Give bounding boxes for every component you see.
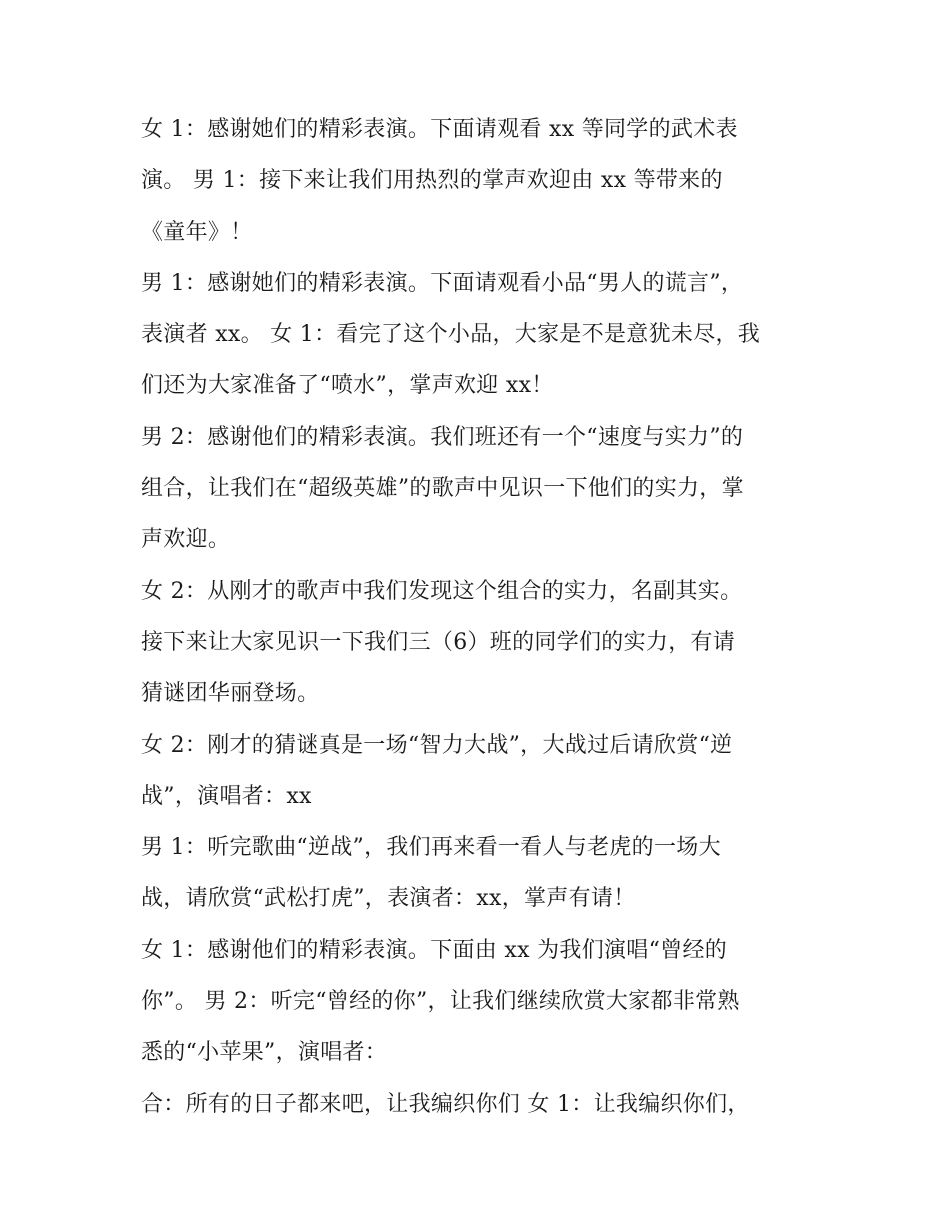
text-line: 组合，让我们在“超级英雄”的歌声中见识一下他们的实力，掌 (141, 476, 744, 502)
text-line: 猜谜团华丽登场。 (141, 681, 320, 707)
text-line: 接下来让大家见识一下我们三（6）班的同学们的实力，有请 (141, 629, 736, 655)
text-line: 男 1：感谢她们的精彩表演。下面请观看小品“男人的谎言”， (141, 270, 744, 296)
text-line: 合：所有的日子都来吧，让我编织你们 女 1：让我编织你们， (141, 1091, 750, 1117)
text-line: 女 1：感谢他们的精彩表演。下面由 xx 为我们演唱“曾经的 (141, 937, 728, 963)
text-line: 你”。 男 2：听完“曾经的你”，让我们继续欣赏大家都非常熟 (141, 989, 740, 1015)
document-body (141, 104, 821, 1130)
text-line: 声欢迎。 (141, 527, 231, 553)
text-line: 女 2：刚才的猜谜真是一场“智力大战”，大战过后请欣赏“逆 (141, 732, 733, 758)
text-line: 们还为大家准备了“喷水”，掌声欢迎 xx！ (141, 373, 554, 399)
text-line: 演。 男 1：接下来让我们用热烈的掌声欢迎由 xx 等带来的 (141, 168, 723, 194)
text-line: 战，请欣赏“武松打虎”，表演者：xx，掌声有请！ (141, 886, 636, 912)
text-line: 男 1：听完歌曲“逆战”，我们再来看一看人与老虎的一场大 (141, 835, 721, 861)
text-line: 男 2：感谢他们的精彩表演。我们班还有一个“速度与实力”的 (141, 424, 744, 450)
text-line: 悉的“小苹果”，演唱者： (141, 1040, 388, 1066)
text-line: 表演者 xx。 女 1：看完了这个小品，大家是不是意犹未尽，我 (141, 322, 761, 348)
text-line: 《童年》！ (141, 219, 253, 245)
text-line: 女 1：感谢她们的精彩表演。下面请观看 xx 等同学的武术表 (141, 117, 738, 142)
text-line: 战”，演唱者：xx (141, 783, 312, 809)
text-line: 女 2：从刚才的歌声中我们发现这个组合的实力，名副其实。 (141, 578, 743, 604)
